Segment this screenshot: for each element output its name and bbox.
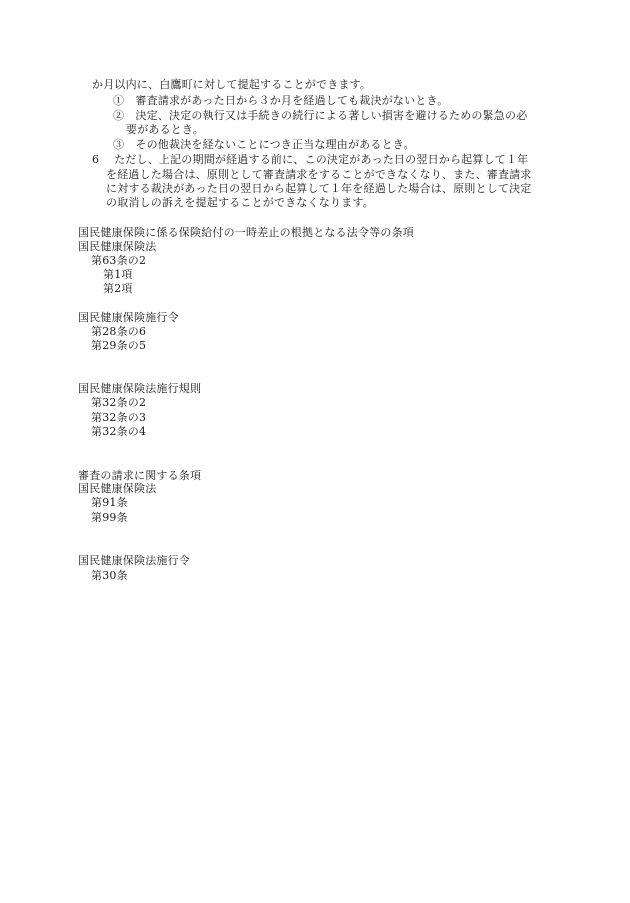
law-name: 国民健康保険施行令 [78,311,179,324]
notice-paragraph-6-cont: に対する裁決があった日の翌日から起算して１年を経過した場合は、原則として決定 [106,182,532,195]
notice-line: か月以内に、白鷹町に対して提起することができます。 [92,78,372,91]
law-name: 国民健康保険法 [78,482,157,495]
law-name: 国民健康保険法施行規則 [78,382,202,395]
notice-paragraph-6-cont: を経過した場合は、原則として審査請求をすることができなくなり、また、審査請求 [106,168,532,181]
article: 第63条の2 [91,254,147,267]
article: 第99条 [91,511,128,524]
law-name: 国民健康保険法施行令 [78,554,190,567]
paragraph: 第1項 [103,268,133,281]
notice-paragraph-6: 6 ただし、上記の期間が経過する前に、この決定があった日の翌日から起算して１年 [92,153,529,166]
notice-paragraph-6-cont: の取消しの訴えを提起することができなくなります。 [106,196,374,209]
law-name: 国民健康保険法 [78,240,157,253]
notice-item-2: ② 決定、決定の執行又は手続きの続行による著しい損害を避けるための緊急の必 [113,109,528,122]
article: 第28条の6 [91,325,147,338]
article: 第30条 [91,569,128,582]
section-heading-review: 審査の請求に関する条項 [78,469,202,482]
article: 第29条の5 [91,339,147,352]
article: 第91条 [91,496,128,509]
notice-item-2-cont: 要があるとき。 [126,123,204,136]
section-heading-suspension: 国民健康保険に係る保険給付の一時差止の根拠となる法令等の条項 [78,226,414,239]
paragraph: 第2項 [103,282,133,295]
notice-item-1: ① 審査請求があった日から３か月を経過しても裁決がないとき。 [113,94,449,107]
notice-item-3: ③ その他裁決を経ないことにつき正当な理由があるとき。 [113,138,415,151]
article: 第32条の4 [91,425,147,438]
article: 第32条の3 [91,411,147,424]
article: 第32条の2 [91,396,147,409]
